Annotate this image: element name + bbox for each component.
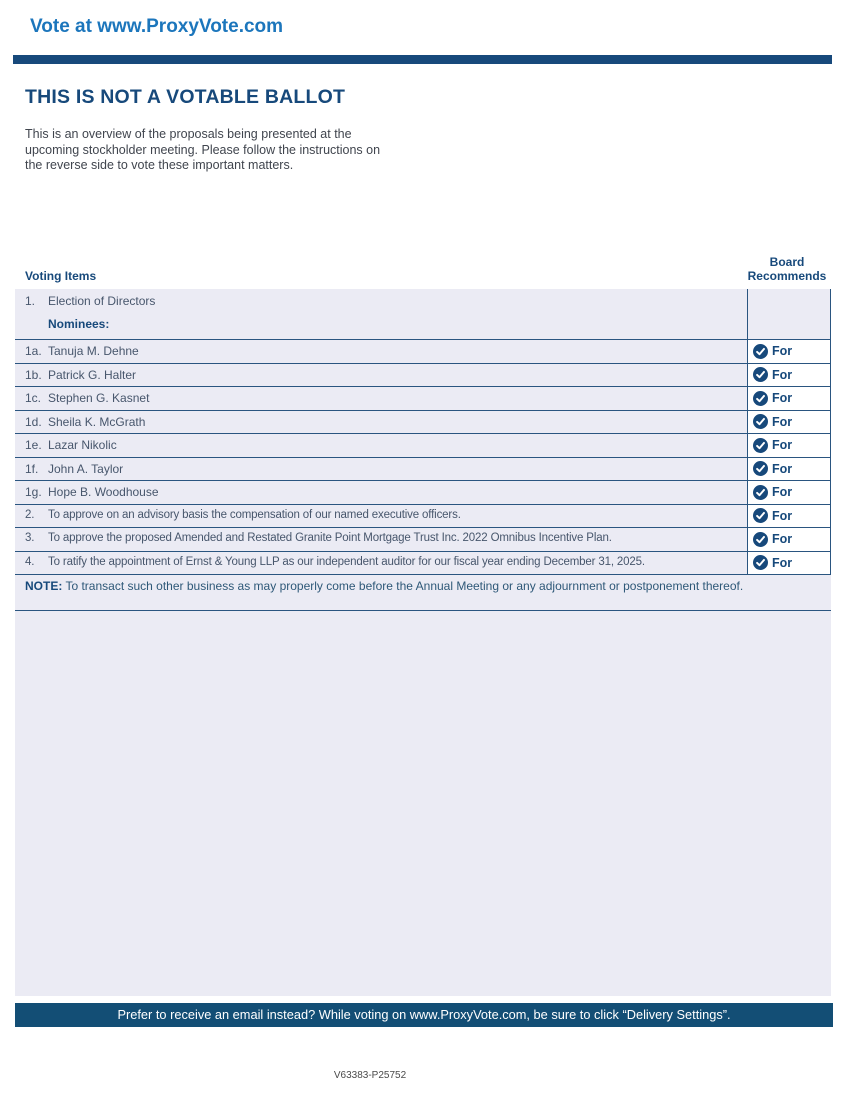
check-circle-icon <box>753 532 768 547</box>
board-recommends-header <box>741 256 833 283</box>
board-recommendation-cell <box>747 528 831 551</box>
board-header-line-1: Board <box>769 255 805 269</box>
check-circle-icon <box>753 438 768 453</box>
item-number: 3. <box>25 532 35 544</box>
table-row <box>15 505 831 529</box>
table-row <box>15 458 831 482</box>
table-row <box>15 387 831 411</box>
vote-recommendation: For <box>772 438 793 453</box>
board-header-line-2: Recommends <box>747 268 827 283</box>
table-row <box>15 364 831 388</box>
vote-recommendation: For <box>772 414 793 429</box>
item-number: 1. <box>25 294 36 308</box>
check-circle-icon <box>753 461 768 476</box>
nominee-name: Sheila K. McGrath <box>48 414 146 429</box>
item-number: 1d. <box>25 414 42 429</box>
proposal-text: To approve the proposed Amended and Restated Granite Point Mortgage Trust Inc. 2022 Omnibus Incentive Plan. <box>48 532 612 544</box>
board-recommendation-cell <box>747 387 831 410</box>
vote-recommendation: For <box>772 344 793 359</box>
intro-paragraph <box>25 127 455 174</box>
board-recommendation-cell <box>747 411 831 434</box>
board-recommendation-cell <box>747 289 831 339</box>
board-recommendation-cell <box>747 340 831 363</box>
board-recommendation-cell <box>747 505 831 528</box>
voting-items-table <box>15 289 831 996</box>
vote-recommendation: For <box>772 461 793 476</box>
voting-items-header: Voting Items <box>25 269 97 283</box>
check-circle-icon <box>753 508 768 523</box>
board-recommendation-cell <box>747 434 831 457</box>
check-circle-icon <box>753 414 768 429</box>
nominee-name: Hope B. Woodhouse <box>48 485 159 499</box>
board-recommendation-cell <box>747 458 831 481</box>
item-number: 1c. <box>25 391 42 405</box>
table-row <box>15 340 831 364</box>
document-code: V63383-P25752 <box>333 1070 407 1081</box>
item-number: 1b. <box>25 367 42 382</box>
proposal-text: To approve on an advisory basis the compensation of our named executive officers. <box>48 508 461 521</box>
board-recommendation-cell <box>747 552 831 575</box>
vote-recommendation: For <box>772 367 793 382</box>
check-circle-icon <box>753 485 768 500</box>
table-row <box>15 411 831 435</box>
vote-recommendation: For <box>772 485 793 500</box>
item-number: 1f. <box>25 461 39 476</box>
vote-recommendation: For <box>772 391 793 406</box>
header-rule <box>13 55 832 64</box>
board-recommendation-cell <box>747 481 831 504</box>
check-circle-icon <box>753 391 768 406</box>
not-votable-headline: THIS IS NOT A VOTABLE BALLOT <box>25 86 346 108</box>
check-circle-icon <box>753 344 768 359</box>
nominee-name: Patrick G. Halter <box>48 367 137 382</box>
intro-line-3: the reverse side to vote these important matters. <box>25 158 294 172</box>
table-row <box>15 289 831 340</box>
email-preference-banner: Prefer to receive an email instead? While voting on www.ProxyVote.com, be sure to click “Delivery Settings”. <box>15 1003 833 1027</box>
nominees-label: Nominees: <box>48 317 110 331</box>
note-label: NOTE: <box>25 579 63 593</box>
nominee-name: Tanuja M. Dehne <box>48 344 139 358</box>
table-row <box>15 528 831 552</box>
proposal-text: To ratify the appointment of Ernst & Young LLP as our independent auditor for our fiscal year ending December 31, 2025. <box>48 555 645 568</box>
nominee-name: Stephen G. Kasnet <box>48 391 150 405</box>
item-text: Election of Directors <box>48 294 156 308</box>
nominee-name: John A. Taylor <box>48 461 124 476</box>
item-number: 4. <box>25 555 35 568</box>
check-circle-icon <box>753 367 768 382</box>
item-number: 1a. <box>25 344 42 358</box>
table-row <box>15 434 831 458</box>
item-number: 1e. <box>25 438 42 452</box>
page-title: Vote at www.ProxyVote.com <box>30 16 284 37</box>
vote-recommendation: For <box>772 555 793 570</box>
item-number: 1g. <box>25 485 42 499</box>
note-row <box>15 575 831 611</box>
table-row <box>15 552 831 576</box>
item-number: 2. <box>25 508 35 521</box>
vote-recommendation: For <box>772 508 793 523</box>
vote-recommendation: For <box>772 532 793 547</box>
table-row <box>15 481 831 505</box>
intro-line-2: upcoming stockholder meeting. Please follow the instructions on <box>25 142 381 157</box>
nominee-name: Lazar Nikolic <box>48 438 117 452</box>
intro-line-1: This is an overview of the proposals being presented at the <box>25 127 352 141</box>
note-text: To transact such other business as may properly come before the Annual Meeting or any adjournment or postponement thereof. <box>62 579 744 593</box>
check-circle-icon <box>753 555 768 570</box>
board-recommendation-cell <box>747 364 831 387</box>
